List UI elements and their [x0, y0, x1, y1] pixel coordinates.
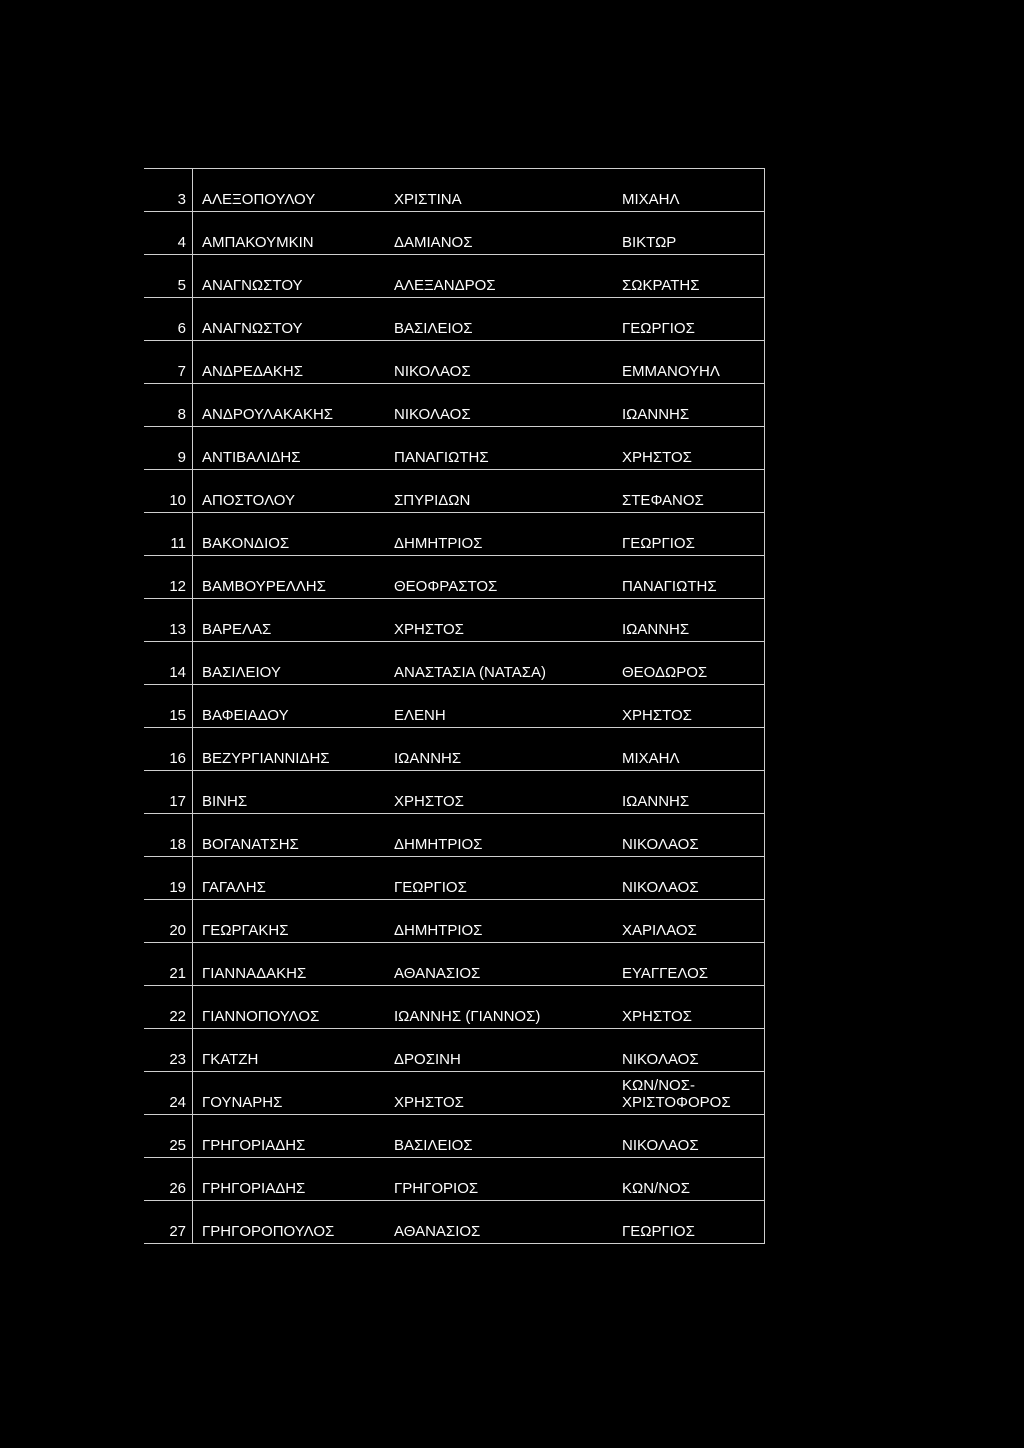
father-name-cell-text: ΙΩΑΝΝΗΣ [622, 793, 690, 810]
row-number-text: 21 [169, 965, 186, 982]
first-name-cell-text: ΙΩΑΝΝΗΣ [394, 750, 462, 767]
first-name-cell-text: ΙΩΑΝΝΗΣ (ΓΙΑΝΝΟΣ) [394, 1008, 541, 1025]
first-name-cell [394, 1158, 622, 1201]
surname-cell [193, 1158, 395, 1201]
row-number-text: 22 [169, 1008, 186, 1025]
surname-cell-text: ΒΕΖΥΡΓΙΑΝΝΙΔΗΣ [202, 750, 330, 767]
row-number-text: 25 [169, 1137, 186, 1154]
first-name-cell [394, 986, 622, 1029]
surname-cell-text: ΓΑΓΑΛΗΣ [202, 879, 266, 896]
row-number-text: 27 [169, 1223, 186, 1240]
surname-cell [193, 470, 395, 513]
first-name-cell-text: ΑΛΕΞΑΝΔΡΟΣ [394, 277, 496, 294]
father-name-cell-text: ΙΩΑΝΝΗΣ [622, 621, 690, 638]
row-number [144, 341, 193, 384]
surname-cell-text: ΓΙΑΝΝΑΔΑΚΗΣ [202, 965, 307, 982]
father-name-cell-text: ΧΑΡΙΛΑΟΣ [622, 922, 697, 939]
father-name-cell-text: ΧΡΗΣΤΟΣ [622, 449, 692, 466]
father-name-cell [622, 556, 765, 599]
surname-cell [193, 1115, 395, 1158]
table-row [144, 255, 765, 298]
surname-cell-text: ΓΟΥΝΑΡΗΣ [202, 1094, 283, 1111]
table-row [144, 900, 765, 943]
surname-cell-text: ΑΛΕΞΟΠΟΥΛΟΥ [202, 191, 316, 208]
surname-cell [193, 986, 395, 1029]
row-number [144, 1115, 193, 1158]
surname-cell [193, 728, 395, 771]
row-number-text: 14 [169, 664, 186, 681]
surname-cell-text: ΓΡΗΓΟΡΙΑΔΗΣ [202, 1137, 306, 1154]
table-row [144, 169, 765, 212]
table-row [144, 1115, 765, 1158]
row-number-text: 4 [177, 234, 186, 251]
father-name-cell-text: ΚΩΝ/ΝΟΣ [622, 1180, 690, 1197]
first-name-cell [394, 943, 622, 986]
father-name-cell [622, 341, 765, 384]
first-name-cell-text: ΝΙΚΟΛΑΟΣ [394, 363, 471, 380]
row-number-text: 8 [177, 406, 186, 423]
surname-cell [193, 771, 395, 814]
row-number-text: 19 [169, 879, 186, 896]
first-name-cell [394, 556, 622, 599]
row-number-text: 9 [177, 449, 186, 466]
row-number [144, 728, 193, 771]
surname-cell [193, 556, 395, 599]
father-name-cell [622, 427, 765, 470]
father-name-cell-text: ΝΙΚΟΛΑΟΣ [622, 836, 699, 853]
first-name-cell-text: ΔΗΜΗΤΡΙΟΣ [394, 922, 483, 939]
father-name-cell-text: ΧΡΗΣΤΟΣ [622, 707, 692, 724]
row-number [144, 900, 193, 943]
surname-cell-text: ΓΡΗΓΟΡΟΠΟΥΛΟΣ [202, 1223, 335, 1240]
table-row [144, 1201, 765, 1244]
father-name-cell [622, 1029, 765, 1072]
first-name-cell [394, 685, 622, 728]
row-number-text: 10 [169, 492, 186, 509]
first-name-cell-text: ΧΡΗΣΤΟΣ [394, 621, 464, 638]
table-row [144, 384, 765, 427]
father-name-cell [622, 771, 765, 814]
father-name-cell [622, 470, 765, 513]
surname-cell [193, 814, 395, 857]
first-name-cell-text: ΑΝΑΣΤΑΣΙΑ (ΝΑΤΑΣΑ) [394, 664, 546, 681]
surname-cell [193, 513, 395, 556]
father-name-cell-text: ΣΩΚΡΑΤΗΣ [622, 277, 700, 294]
father-name-cell [622, 599, 765, 642]
row-number [144, 1072, 193, 1115]
table-row [144, 814, 765, 857]
father-name-cell-text: ΝΙΚΟΛΑΟΣ [622, 879, 699, 896]
surname-cell-text: ΑΝΤΙΒΑΛΙΔΗΣ [202, 449, 301, 466]
first-name-cell-text: ΔΗΜΗΤΡΙΟΣ [394, 836, 483, 853]
surname-cell-text: ΒΑΣΙΛΕΙΟΥ [202, 664, 281, 681]
row-number-text: 17 [169, 793, 186, 810]
table-row [144, 212, 765, 255]
first-name-cell-text: ΧΡΗΣΤΟΣ [394, 1094, 464, 1111]
surname-cell [193, 685, 395, 728]
surname-cell [193, 1201, 395, 1244]
first-name-cell-text: ΒΑΣΙΛΕΙΟΣ [394, 1137, 473, 1154]
first-name-cell [394, 1201, 622, 1244]
first-name-cell-text: ΘΕΟΦΡΑΣΤΟΣ [394, 578, 498, 595]
first-name-cell [394, 1029, 622, 1072]
row-number [144, 986, 193, 1029]
first-name-cell-text: ΑΘΑΝΑΣΙΟΣ [394, 965, 481, 982]
row-number [144, 1158, 193, 1201]
surname-cell-text: ΑΝΑΓΝΩΣΤΟΥ [202, 277, 303, 294]
father-name-cell-text: ΠΑΝΑΓΙΩΤΗΣ [622, 578, 717, 595]
row-number [144, 642, 193, 685]
first-name-cell-text: ΝΙΚΟΛΑΟΣ [394, 406, 471, 423]
first-name-cell-text: ΑΘΑΝΑΣΙΟΣ [394, 1223, 481, 1240]
row-number [144, 943, 193, 986]
table-row [144, 943, 765, 986]
surname-cell-text: ΒΑΦΕΙΑΔΟΥ [202, 707, 289, 724]
names-table [144, 168, 765, 1244]
table-row [144, 1158, 765, 1201]
first-name-cell [394, 857, 622, 900]
father-name-cell [622, 1115, 765, 1158]
surname-cell-text: ΑΠΟΣΤΟΛΟΥ [202, 492, 295, 509]
first-name-cell [394, 341, 622, 384]
row-number [144, 298, 193, 341]
father-name-cell [622, 943, 765, 986]
table-row [144, 341, 765, 384]
surname-cell-text: ΒΙΝΗΣ [202, 793, 248, 810]
first-name-cell-text: ΣΠΥΡΙΔΩΝ [394, 492, 471, 509]
father-name-cell [622, 857, 765, 900]
father-name-cell-text: ΚΩΝ/ΝΟΣ-​ΧΡΙΣΤΟΦΟΡΟΣ [622, 1077, 731, 1111]
row-number [144, 556, 193, 599]
surname-cell-text: ΒΑΚΟΝΔΙΟΣ [202, 535, 290, 552]
surname-cell [193, 642, 395, 685]
table-row [144, 986, 765, 1029]
surname-cell-text: ΓΕΩΡΓΑΚΗΣ [202, 922, 289, 939]
row-number [144, 1029, 193, 1072]
row-number [144, 857, 193, 900]
first-name-cell-text: ΓΕΩΡΓΙΟΣ [394, 879, 467, 896]
surname-cell-text: ΒΑΜΒΟΥΡΕΛΛΗΣ [202, 578, 326, 595]
first-name-cell [394, 255, 622, 298]
row-number-text: 3 [177, 191, 186, 208]
first-name-cell [394, 298, 622, 341]
row-number-text: 18 [169, 836, 186, 853]
row-number-text: 24 [169, 1094, 186, 1111]
table-row [144, 857, 765, 900]
father-name-cell-text: ΕΥΑΓΓΕΛΟΣ [622, 965, 709, 982]
first-name-cell-text: ΔΑΜΙΑΝΟΣ [394, 234, 473, 251]
first-name-cell [394, 642, 622, 685]
row-number [144, 814, 193, 857]
row-number-text: 5 [177, 277, 186, 294]
row-number [144, 771, 193, 814]
father-name-cell-text: ΝΙΚΟΛΑΟΣ [622, 1051, 699, 1068]
first-name-cell-text: ΧΡΗΣΤΟΣ [394, 793, 464, 810]
first-name-cell [394, 1115, 622, 1158]
table-row [144, 728, 765, 771]
first-name-cell-text: ΧΡΙΣΤΙΝΑ [394, 191, 462, 208]
row-number-text: 26 [169, 1180, 186, 1197]
first-name-cell [394, 169, 622, 212]
table-row [144, 470, 765, 513]
row-number [144, 1201, 193, 1244]
father-name-cell-text: ΕΜΜΑΝΟΥΗΛ [622, 363, 720, 380]
surname-cell [193, 169, 395, 212]
father-name-cell [622, 685, 765, 728]
row-number [144, 255, 193, 298]
first-name-cell [394, 470, 622, 513]
first-name-cell [394, 728, 622, 771]
table-row [144, 556, 765, 599]
row-number-text: 20 [169, 922, 186, 939]
first-name-cell [394, 513, 622, 556]
father-name-cell [622, 986, 765, 1029]
row-number-text: 12 [169, 578, 186, 595]
surname-cell [193, 599, 395, 642]
father-name-cell-text: ΧΡΗΣΤΟΣ [622, 1008, 692, 1025]
row-number [144, 599, 193, 642]
row-number-text: 13 [169, 621, 186, 638]
father-name-cell [622, 642, 765, 685]
first-name-cell-text: ΔΡΟΣΙΝΗ [394, 1051, 461, 1068]
row-number [144, 470, 193, 513]
table-row [144, 771, 765, 814]
table-row [144, 685, 765, 728]
father-name-cell-text: ΒΙΚΤΩΡ [622, 234, 677, 251]
row-number [144, 384, 193, 427]
surname-cell [193, 298, 395, 341]
surname-cell-text: ΒΟΓΑΝΑΤΣΗΣ [202, 836, 299, 853]
surname-cell [193, 212, 395, 255]
father-name-cell [622, 1158, 765, 1201]
row-number [144, 513, 193, 556]
father-name-cell-text: ΜΙΧΑΗΛ [622, 191, 680, 208]
father-name-cell-text: ΣΤΕΦΑΝΟΣ [622, 492, 704, 509]
father-name-cell-text: ΙΩΑΝΝΗΣ [622, 406, 690, 423]
surname-cell-text: ΓΙΑΝΝΟΠΟΥΛΟΣ [202, 1008, 320, 1025]
row-number [144, 212, 193, 255]
surname-cell-text: ΓΚΑΤΖΗ [202, 1051, 259, 1068]
surname-cell-text: ΑΝΔΡΕΔΑΚΗΣ [202, 363, 304, 380]
first-name-cell [394, 427, 622, 470]
row-number-text: 11 [170, 535, 186, 552]
first-name-cell-text: ΕΛΕΝΗ [394, 707, 446, 724]
first-name-cell-text: ΒΑΣΙΛΕΙΟΣ [394, 320, 473, 337]
row-number-text: 15 [169, 707, 186, 724]
table-row [144, 298, 765, 341]
father-name-cell [622, 255, 765, 298]
row-number [144, 169, 193, 212]
father-name-cell-text: ΜΙΧΑΗΛ [622, 750, 680, 767]
surname-cell [193, 900, 395, 943]
surname-cell [193, 943, 395, 986]
row-number-text: 6 [177, 320, 186, 337]
father-name-cell-text: ΝΙΚΟΛΑΟΣ [622, 1137, 699, 1154]
row-number [144, 427, 193, 470]
surname-cell [193, 384, 395, 427]
first-name-cell [394, 212, 622, 255]
surname-cell-text: ΑΜΠΑΚΟΥΜΚΙΝ [202, 234, 314, 251]
father-name-cell [622, 900, 765, 943]
first-name-cell [394, 384, 622, 427]
first-name-cell [394, 1072, 622, 1115]
row-number-text: 16 [169, 750, 186, 767]
row-number-text: 7 [177, 363, 186, 380]
surname-cell [193, 857, 395, 900]
father-name-cell-text: ΘΕΟΔΩΡΟΣ [622, 664, 708, 681]
first-name-cell [394, 599, 622, 642]
father-name-cell [622, 1201, 765, 1244]
table-row [144, 1029, 765, 1072]
names-table-body [144, 169, 765, 1244]
surname-cell [193, 427, 395, 470]
surname-cell [193, 255, 395, 298]
row-number [144, 685, 193, 728]
surname-cell-text: ΓΡΗΓΟΡΙΑΔΗΣ [202, 1180, 306, 1197]
table-row [144, 513, 765, 556]
first-name-cell-text: ΠΑΝΑΓΙΩΤΗΣ [394, 449, 489, 466]
table-row [144, 427, 765, 470]
surname-cell [193, 1072, 395, 1115]
table-row [144, 642, 765, 685]
father-name-cell [622, 169, 765, 212]
surname-cell-text: ΑΝΑΓΝΩΣΤΟΥ [202, 320, 303, 337]
row-number-text: 23 [169, 1051, 186, 1068]
father-name-cell [622, 513, 765, 556]
surname-cell-text: ΑΝΔΡΟΥΛΑΚΑΚΗΣ [202, 406, 334, 423]
first-name-cell-text: ΓΡΗΓΟΡΙΟΣ [394, 1180, 479, 1197]
first-name-cell [394, 900, 622, 943]
father-name-cell-text: ΓΕΩΡΓΙΟΣ [622, 320, 695, 337]
surname-cell [193, 1029, 395, 1072]
table-row [144, 599, 765, 642]
father-name-cell [622, 814, 765, 857]
table-row [144, 1072, 765, 1115]
first-name-cell [394, 771, 622, 814]
father-name-cell-text: ΓΕΩΡΓΙΟΣ [622, 535, 695, 552]
surname-cell [193, 341, 395, 384]
father-name-cell-text: ΓΕΩΡΓΙΟΣ [622, 1223, 695, 1240]
first-name-cell-text: ΔΗΜΗΤΡΙΟΣ [394, 535, 483, 552]
father-name-cell [622, 384, 765, 427]
father-name-cell [622, 728, 765, 771]
father-name-cell [622, 212, 765, 255]
surname-cell-text: ΒΑΡΕΛΑΣ [202, 621, 272, 638]
father-name-cell [622, 1072, 765, 1115]
first-name-cell [394, 814, 622, 857]
father-name-cell [622, 298, 765, 341]
